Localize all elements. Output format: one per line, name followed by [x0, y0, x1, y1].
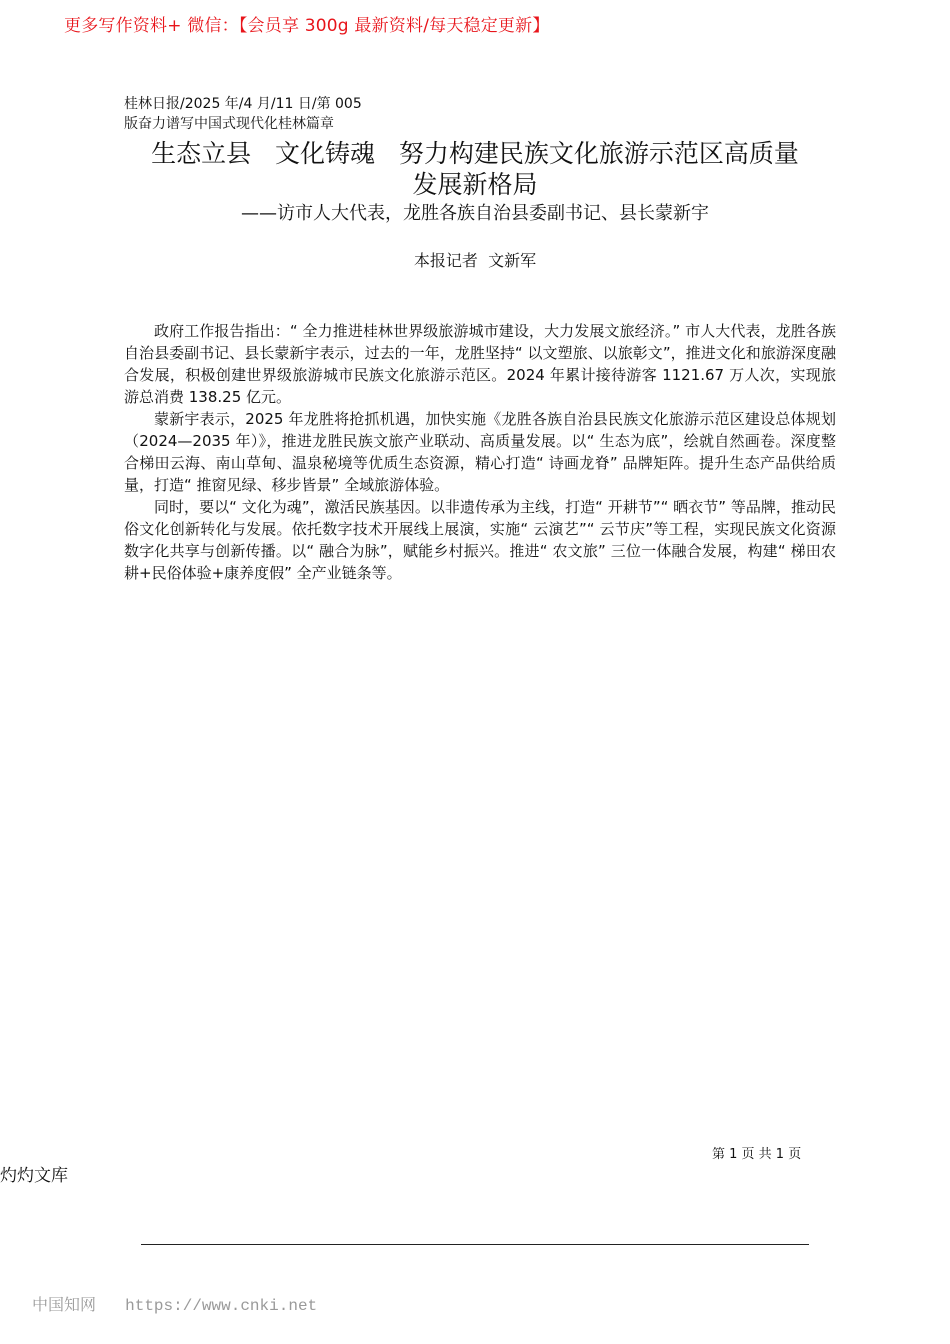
paragraph: 蒙新宇表示，2025 年龙胜将抢抓机遇，加快实施《龙胜各族自治县民族文化旅游示范区建设总体规划（2024—2035 年）》，推进龙胜民族文旅产业联动、高质量发展。以“ 生态为底”，绘就自然画卷。深度整合梯田云海、南山草甸、温泉秘境等优质生态资源，精心打造“ 诗画龙脊” 品牌矩阵。提升生态产品供给质量，打造“ 推窗见绿、移步皆景” 全域旅游体验。 [124, 410, 836, 494]
footer-divider [141, 1244, 809, 1245]
library-name: 灼灼文库 [0, 1166, 68, 1186]
section-line: 版奋力谱写中国式现代化桂林篇章 [124, 116, 334, 132]
byline: 本报记者 文新军 [413, 251, 537, 270]
source-line: 桂林日报/2025 年/4 月/11 日/第 005 [124, 96, 362, 112]
article-title [100, 138, 850, 200]
title-line-2: 发展新格局 [412, 170, 538, 199]
cnki-name: 中国知网 [32, 1295, 97, 1314]
promo-banner: 更多写作资料+ 微信：【会员享 300g 最新资料/每天稳定更新】 [64, 16, 550, 36]
title-line-1: 生态立县 文化铸魂 努力构建民族文化旅游示范区高质量 [151, 139, 799, 168]
article-body [124, 320, 836, 584]
cnki-url-link[interactable]: https://www.cnki.net [125, 1297, 318, 1315]
paragraph: 政府工作报告指出：“ 全力推进桂林世界级旅游城市建设，大力发展文旅经济。” 市人大代表，龙胜各族自治县委副书记、县长蒙新宇表示，过去的一年，龙胜坚持“ 以文塑旅、以旅彰文”，推进文化和旅游深度融合发展，积极创建世界级旅游城市民族文化旅游示范区。2024 年累计接待游客 1121.67 万人次，实现旅游总消费 138.25 亿元。 [124, 322, 836, 406]
paragraph: 同时，要以“ 文化为魂”，激活民族基因。以非遗传承为主线，打造“ 开耕节”“ 晒衣节” 等品牌，推动民俗文化创新转化与发展。依托数字技术开展线上展演，实施“ 云演艺”“ 云节庆”等工程，实现民族文化资源数字化共享与创新传播。以“ 融合为脉”，赋能乡村振兴。推进“ 农文旅” 三位一体融合发展，构建“ 梯田农耕+民俗体验+康养度假” 全产业链条等。 [124, 498, 836, 582]
cnki-watermark [32, 1294, 317, 1317]
page-indicator: 第 1 页 共 1 页 [712, 1147, 802, 1162]
article-subtitle: ——访市人大代表，龙胜各族自治县委副书记、县长蒙新宇 [241, 203, 709, 224]
article-meta [124, 94, 362, 134]
